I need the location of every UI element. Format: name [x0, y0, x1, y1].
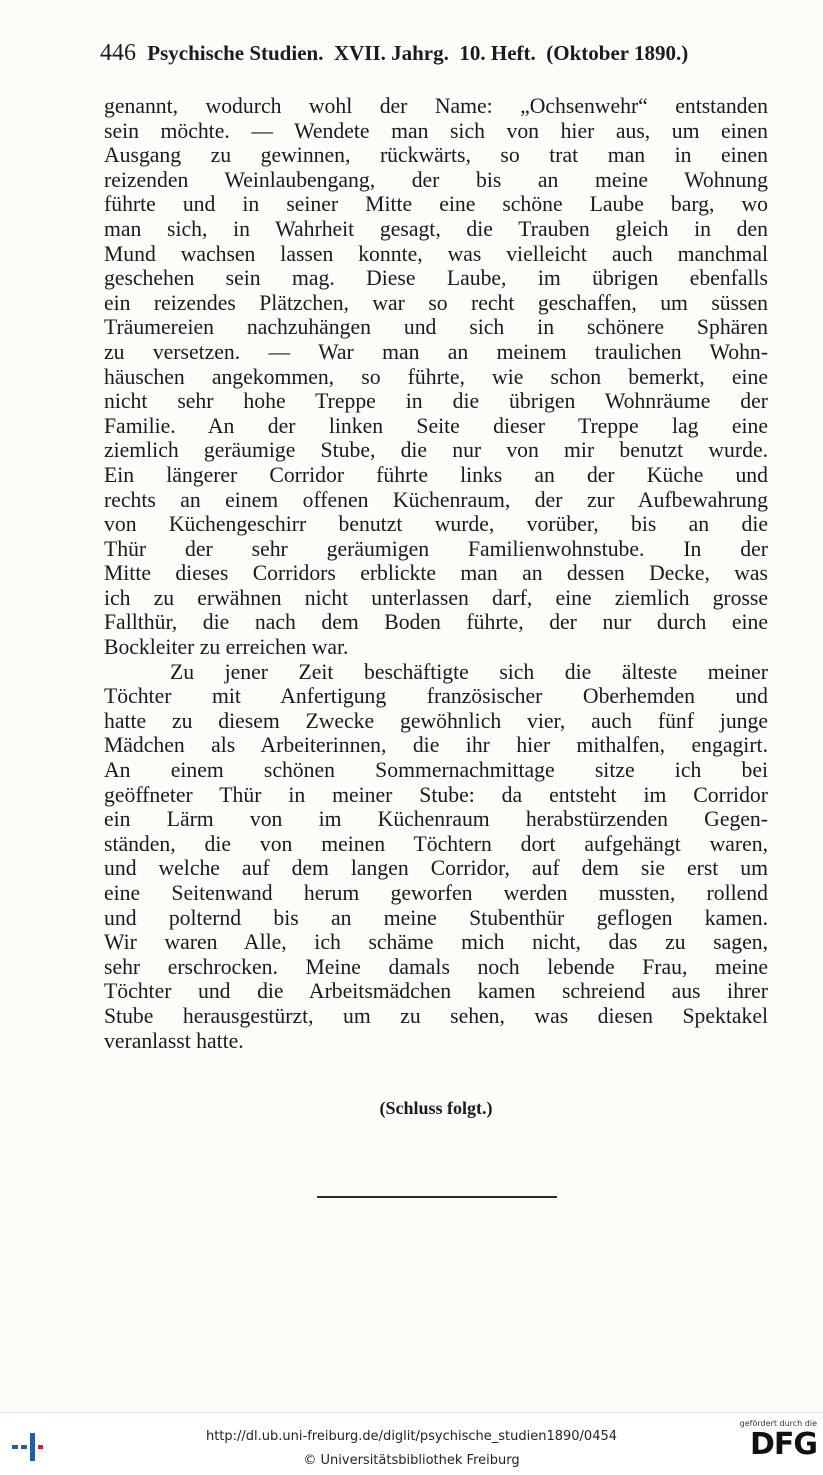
text-line: sehr erschrocken. Meine damals noch lebende Frau, meine — [104, 954, 768, 979]
continuation-note: (Schluss folgt.) — [379, 1098, 493, 1118]
dfg-logo — [727, 1419, 817, 1471]
text-line: geöffneter Thür in meiner Stube: da entsteht im Corridor — [104, 782, 768, 807]
text-line: Thür der sehr geräumigen Familienwohnstube. In der — [104, 536, 768, 561]
text-line: führte und in seiner Mitte eine schöne Laube barg, wo — [104, 192, 768, 217]
section-divider — [317, 1196, 557, 1198]
text-line: ständen, die von meinen Töchtern dort aufgehängt waren, — [104, 831, 768, 856]
text-line: Bockleiter zu erreichen war. — [104, 635, 349, 660]
text-line: hatte zu diesem Zwecke gewöhnlich vier, auch fünf junge — [104, 708, 768, 733]
text-line: veranlasst hatte. — [104, 1028, 244, 1053]
text-line: geschehen sein mag. Diese Laube, im übrigen ebenfalls — [104, 266, 768, 291]
text-line: An einem schönen Sommernachmittage sitze ich bei — [104, 758, 768, 783]
text-line: Töchter mit Anfertigung französischer Oberhemden und — [104, 684, 768, 709]
text-line: Zu jener Zeit beschäftigte sich die älteste meiner — [170, 659, 768, 684]
text-line: von Küchengeschirr benutzt wurde, vorüber, bis an die — [104, 512, 768, 537]
text-line: und welche auf dem langen Corridor, auf dem sie erst um — [104, 856, 768, 881]
body-text — [104, 94, 768, 1053]
text-line: und polternd bis an meine Stubenthür geflogen kamen. — [104, 905, 768, 930]
text-line: Mund wachsen lassen konnte, was vielleicht auch manchmal — [104, 241, 768, 266]
text-line: Fallthür, die nach dem Boden führte, der nur durch eine — [104, 610, 768, 635]
text-line: ein reizendes Plätzchen, war so recht geschaffen, um süssen — [104, 290, 768, 315]
text-line: ziemlich geräumige Stube, die nur von mir benutzt wurde. — [104, 438, 768, 463]
text-line: reizenden Weinlaubengang, der bis an meine Wohnung — [104, 167, 768, 192]
text-line: Ein längerer Corridor führte links an der Küche und — [104, 462, 768, 487]
copyright-notice: © Universitätsbibliothek Freiburg — [303, 1453, 520, 1468]
text-line: Stube herausgestürzt, um zu sehen, was diesen Spektakel — [104, 1003, 768, 1028]
text-line: eine Seitenwand herum geworfen werden mussten, rollend — [104, 881, 768, 905]
text-line: häuschen angekommen, so führte, wie schon bemerkt, eine — [104, 364, 768, 389]
running-header — [100, 40, 768, 70]
text-line: rechts an einem offenen Küchenraum, der zur Aufbewahrung — [104, 487, 768, 512]
running-title: Psychische Studien. XVII. Jahrg. 10. Heft. (Oktober 1890.) — [147, 41, 689, 65]
text-line: sein möchte. — Wendete man sich von hier aus, um einen — [104, 118, 768, 143]
text-line: Mitte dieses Corridors erblickte man an dessen Decke, was — [104, 561, 768, 586]
permalink[interactable]: http://dl.ub.uni-freiburg.de/diglit/psychische_studien1890/0454 — [205, 1429, 618, 1444]
text-line: Wir waren Alle, ich schäme mich nicht, das zu sagen, — [104, 930, 768, 955]
page-number: 446 — [100, 40, 136, 66]
text-line: man sich, in Wahrheit gesagt, die Trauben gleich in den — [104, 216, 768, 241]
text-line: ein Lärm von im Küchenraum herabstürzenden Gegen- — [104, 807, 768, 832]
text-line: genannt, wodurch wohl der Name: „Ochsenwehr“ entstanden — [104, 94, 768, 118]
text-line: zu versetzen. — War man an meinem traulichen Wohn- — [104, 339, 768, 364]
dfg-caption: gefördert durch die — [739, 1419, 817, 1428]
text-line: Familie. An der linken Seite dieser Treppe lag eine — [104, 413, 768, 438]
text-line: Ausgang zu gewinnen, rückwärts, so trat man in einen — [104, 143, 768, 168]
viewer-footer — [0, 1412, 823, 1475]
text-line: Träumereien nachzuhängen und sich in schönere Sphären — [104, 315, 768, 340]
text-line: Töchter und die Arbeitsmädchen kamen schreiend aus ihrer — [104, 979, 768, 1004]
text-line: Mädchen als Arbeiterinnen, die ihr hier mithalfen, engagirt. — [104, 733, 768, 758]
dfg-wordmark: DFG — [749, 1427, 817, 1462]
text-line: ich zu erwähnen nicht unterlassen darf, eine ziemlich grosse — [104, 585, 768, 610]
text-line: nicht sehr hohe Treppe in die übrigen Wohnräume der — [104, 389, 768, 414]
